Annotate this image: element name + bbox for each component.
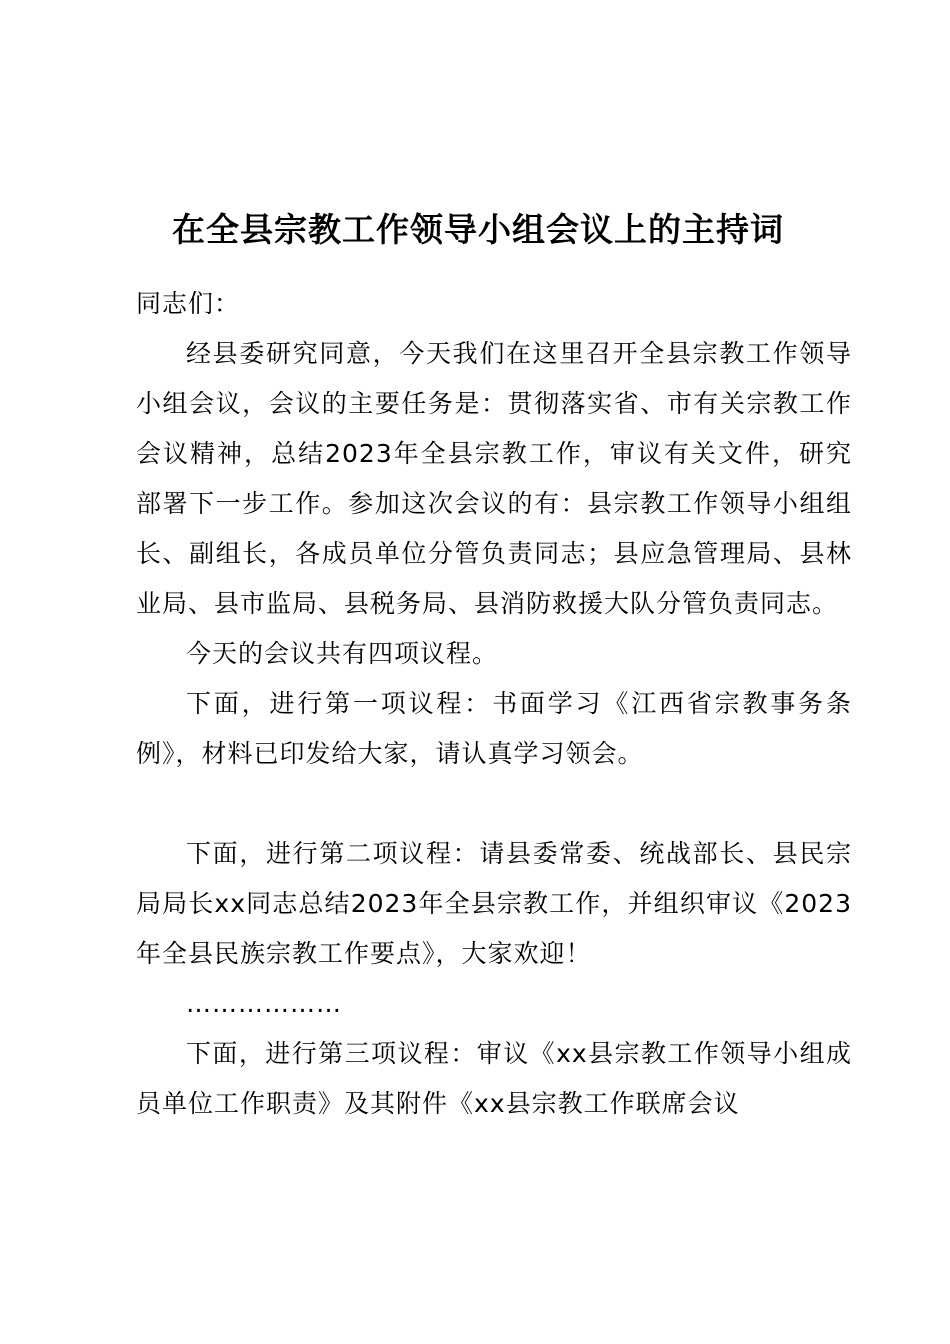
salutation: 同志们：	[136, 289, 241, 318]
paragraph-agenda-item-1: 下面，进行第一项议程：书面学习《江西省宗教事务条例》，材料已印发给大家，请认真学习领会。	[136, 689, 852, 768]
paragraph-agenda-count: 今天的会议共有四项议程。	[186, 639, 499, 668]
paragraph-opening: 经县委研究同意，今天我们在这里召开全县宗教工作领导小组会议，会议的主要任务是：贯彻落实省、市有关宗教工作会议精神，总结2023年全县宗教工作，审议有关文件，研究部署下一步工作。参加这次会议的有：县宗教工作领导小组组长、副组长，各成员单位分管负责同志；县应急管理局、县林业局、县市监局、县税务局、县消防救援大队分管负责同志。	[136, 339, 852, 618]
paragraph-agenda-item-3: 下面，进行第三项议程：审议《xx县宗教工作领导小组成员单位工作职责》及其附件《xx县宗教工作联席会议	[136, 1039, 852, 1118]
document-title: 在全县宗教工作领导小组会议上的主持词	[172, 210, 784, 249]
document-body	[136, 279, 852, 1129]
paragraph-ellipsis: ………………	[186, 989, 342, 1018]
paragraph-agenda-item-2: 下面，进行第二项议程：请县委常委、统战部长、县民宗局局长xx同志总结2023年全县宗教工作，并组织审议《2023年全县民族宗教工作要点》，大家欢迎！	[136, 839, 852, 968]
